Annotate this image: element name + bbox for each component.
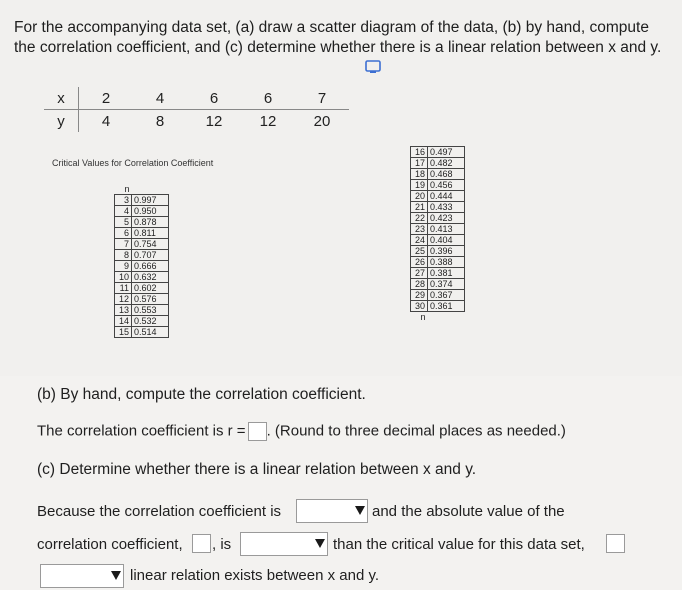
critical-value-cell: 0.413 xyxy=(428,224,465,235)
n-cell: 6 xyxy=(115,228,132,239)
critical-value-row xyxy=(115,316,169,327)
question-text xyxy=(14,18,674,58)
part-c-heading: (c) Determine whether there is a linear relation between x and y. xyxy=(37,461,477,478)
critical-value-row xyxy=(411,169,465,180)
critical-value-row xyxy=(115,261,169,272)
part-c-line2-suffix: than the critical value for this data set, xyxy=(333,536,585,553)
abs-r-answer-box[interactable] xyxy=(192,534,211,553)
critical-value-cell: 0.404 xyxy=(428,235,465,246)
critical-value-row xyxy=(411,147,465,158)
critical-value-cell: 0.361 xyxy=(428,301,465,312)
critical-value-row xyxy=(411,257,465,268)
critical-value-row xyxy=(115,228,169,239)
critical-value-row xyxy=(411,279,465,290)
n-cell: 13 xyxy=(115,305,132,316)
x-value: 6 xyxy=(187,87,241,110)
critical-values-title: Critical Values for Correlation Coefficient xyxy=(52,158,214,168)
critical-value-cell: 0.632 xyxy=(132,272,169,283)
critical-value-cell: 0.997 xyxy=(132,195,169,206)
part-c-line1-suffix: and the absolute value of the xyxy=(372,503,565,520)
critical-value-cell: 0.396 xyxy=(428,246,465,257)
n-cell: 26 xyxy=(411,257,428,268)
y-value: 20 xyxy=(313,112,331,130)
y-label: y xyxy=(44,110,79,133)
y-value: 4 xyxy=(101,112,111,130)
critical-value-row xyxy=(115,195,169,206)
critical-value-row xyxy=(115,239,169,250)
critical-value-cell: 0.388 xyxy=(428,257,465,268)
n-cell: 22 xyxy=(411,213,428,224)
n-cell: 11 xyxy=(115,283,132,294)
critical-value-cell: 0.444 xyxy=(428,191,465,202)
n-cell: 12 xyxy=(115,294,132,305)
part-b-suffix: . (Round to three decimal places as needed.) xyxy=(266,422,566,440)
critical-value-row xyxy=(411,290,465,301)
critical-value-cell: 0.456 xyxy=(428,180,465,191)
part-c-line3-suffix: linear relation exists between x and y. xyxy=(130,567,380,584)
critical-values-table-right xyxy=(410,146,465,322)
critical-value-row xyxy=(411,224,465,235)
critical-value-row xyxy=(115,283,169,294)
r-answer-box[interactable] xyxy=(248,422,267,441)
part-c-line2-mid: , is xyxy=(212,536,232,553)
x-value: 4 xyxy=(133,87,187,110)
critical-value-cell: 0.553 xyxy=(132,305,169,316)
n-cell: 8 xyxy=(115,250,132,261)
critical-value-cell: 0.514 xyxy=(132,327,169,338)
critical-value-cell: 0.468 xyxy=(428,169,465,180)
critical-value-cell: 0.433 xyxy=(428,202,465,213)
critical-value-cell: 0.878 xyxy=(132,217,169,228)
critical-value-cell: 0.532 xyxy=(132,316,169,327)
n-cell: 29 xyxy=(411,290,428,301)
critical-value-cell: 0.707 xyxy=(132,250,169,261)
copy-icon[interactable] xyxy=(365,60,381,74)
n-cell: 10 xyxy=(115,272,132,283)
critical-value-row xyxy=(411,158,465,169)
dropdown-arrow-icon xyxy=(355,506,365,515)
n-cell: 21 xyxy=(411,202,428,213)
n-cell: 3 xyxy=(115,195,132,206)
n-cell: 28 xyxy=(411,279,428,290)
critical-value-row xyxy=(115,272,169,283)
critical-value-cell: 0.666 xyxy=(132,261,169,272)
comparison-dropdown[interactable] xyxy=(240,532,328,556)
critical-value-cell: 0.497 xyxy=(428,147,465,158)
part-c-line1-prefix: Because the correlation coefficient is xyxy=(37,503,282,520)
y-value: 12 xyxy=(205,112,223,130)
dropdown-arrow-icon xyxy=(111,571,121,580)
critical-value-row xyxy=(411,180,465,191)
n-header: n xyxy=(124,184,130,194)
critical-value-row xyxy=(115,305,169,316)
n-cell: 14 xyxy=(115,316,132,327)
n-cell: 19 xyxy=(411,180,428,191)
critical-value-row xyxy=(115,250,169,261)
n-cell: 18 xyxy=(411,169,428,180)
n-cell: 9 xyxy=(115,261,132,272)
n-cell: 30 xyxy=(411,301,428,312)
x-value: 7 xyxy=(295,87,349,110)
x-value: 2 xyxy=(79,87,134,110)
critical-value-row xyxy=(411,191,465,202)
critical-value-row xyxy=(115,294,169,305)
y-value: 12 xyxy=(259,112,277,130)
critical-value-row xyxy=(411,301,465,312)
critical-value-cell: 0.374 xyxy=(428,279,465,290)
critical-value-row xyxy=(411,235,465,246)
part-b-prefix: The correlation coefficient is r = xyxy=(37,422,246,440)
y-row xyxy=(44,110,349,133)
xy-data-table xyxy=(44,87,349,132)
critical-values-table-left xyxy=(114,184,169,338)
question-line-2: the correlation coefficient, and (c) determine whether there is a linear relation between x and y. xyxy=(14,39,662,56)
critical-value-row xyxy=(115,217,169,228)
part-b-heading: (b) By hand, compute the correlation coefficient. xyxy=(37,386,366,403)
critical-value-row xyxy=(411,213,465,224)
critical-value-row xyxy=(115,327,169,338)
n-cell: 16 xyxy=(411,147,428,158)
n-cell: 5 xyxy=(115,217,132,228)
critical-value-cell: 0.602 xyxy=(132,283,169,294)
sign-dropdown[interactable] xyxy=(296,499,368,523)
n-cell: 24 xyxy=(411,235,428,246)
critical-value-cell: 0.381 xyxy=(428,268,465,279)
n-cell: 25 xyxy=(411,246,428,257)
n-cell: 27 xyxy=(411,268,428,279)
part-b-answer-line xyxy=(37,422,566,441)
critical-value-row xyxy=(411,246,465,257)
n-cell: 15 xyxy=(115,327,132,338)
question-line-1: For the accompanying data set, (a) draw a scatter diagram of the data, (b) by hand, compute xyxy=(14,19,649,36)
critical-value-row xyxy=(411,268,465,279)
critical-value-row xyxy=(115,206,169,217)
conclusion-dropdown[interactable] xyxy=(40,564,124,588)
n-footer: n xyxy=(420,312,426,322)
critical-value-cell: 0.950 xyxy=(132,206,169,217)
critical-value-answer-box[interactable] xyxy=(606,534,625,553)
critical-value-cell: 0.754 xyxy=(132,239,169,250)
critical-value-cell: 0.423 xyxy=(428,213,465,224)
critical-value-cell: 0.576 xyxy=(132,294,169,305)
critical-value-cell: 0.811 xyxy=(132,228,169,239)
critical-value-cell: 0.482 xyxy=(428,158,465,169)
x-row xyxy=(44,87,349,110)
critical-value-cell: 0.367 xyxy=(428,290,465,301)
x-label: x xyxy=(44,87,79,110)
critical-value-row xyxy=(411,202,465,213)
y-value: 8 xyxy=(155,112,165,130)
n-cell: 17 xyxy=(411,158,428,169)
n-cell: 7 xyxy=(115,239,132,250)
dropdown-arrow-icon xyxy=(315,539,325,548)
answer-panel xyxy=(0,376,682,590)
x-value: 6 xyxy=(241,87,295,110)
n-cell: 4 xyxy=(115,206,132,217)
part-c-line2-prefix: correlation coefficient, xyxy=(37,536,183,553)
n-cell: 20 xyxy=(411,191,428,202)
n-cell: 23 xyxy=(411,224,428,235)
